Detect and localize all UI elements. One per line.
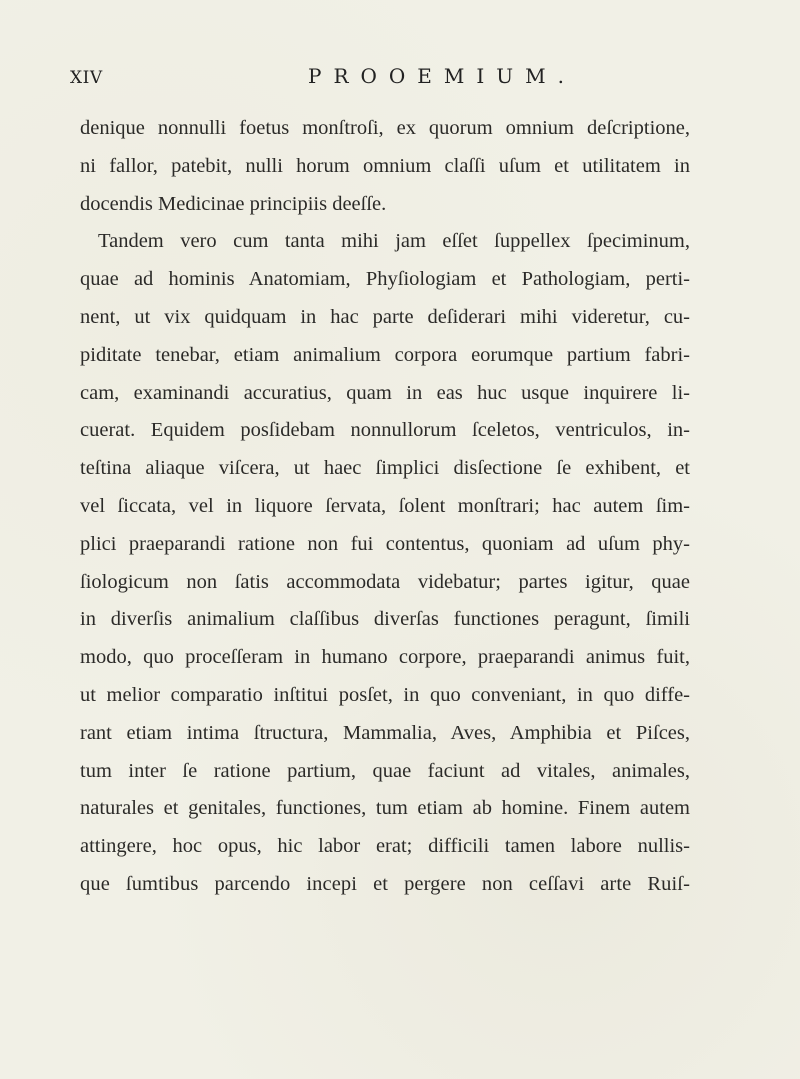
text-line: teſtina aliaque viſcera, ut haec ſimplici disſectione ſe exhibent, et	[80, 457, 690, 480]
page-number: XIV	[70, 68, 103, 88]
text-line: ſiologicum non ſatis accommodata videbatur; partes igitur, quae	[80, 570, 690, 593]
text-line: Tandem vero cum tanta mihi jam eſſet ſuppellex ſpeciminum,	[98, 230, 690, 253]
text-line: nent, ut vix quidquam in hac parte deſiderari mihi videretur, cu-	[80, 305, 690, 328]
body-text	[80, 110, 690, 904]
text-line: rant etiam intima ſtructura, Mammalia, Aves, Amphibia et Piſces,	[80, 721, 690, 744]
text-line: plici praeparandi ratione non fui contentus, quoniam ad uſum phy-	[80, 532, 690, 555]
text-line: tum inter ſe ratione partium, quae faciunt ad vitales, animales,	[80, 759, 690, 782]
text-line: modo, quo proceſſeram in humano corpore, praeparandi animus fuit,	[80, 646, 690, 669]
text-line: cam, examinandi accuratius, quam in eas huc usque inquirere li-	[80, 381, 690, 404]
text-line: docendis Medicinae principiis deeſſe.	[80, 192, 387, 215]
text-line: denique nonnulli foetus monſtroſi, ex quorum omnium deſcriptione,	[80, 117, 690, 139]
text-line: cuerat. Equidem posſidebam nonnullorum ſceletos, ventriculos, in-	[80, 419, 690, 442]
running-title: PROOEMIUM.	[308, 64, 576, 88]
text-line: quae ad hominis Anatomiam, Phyſiologiam et Pathologiam, perti-	[80, 268, 690, 291]
text-line: ut melior comparatio inſtitui posſet, in quo conveniant, in quo diffe-	[80, 683, 690, 706]
text-line: ni fallor, patebit, nulli horum omnium claſſi uſum et utilitatem in	[80, 154, 690, 177]
text-line: attingere, hoc opus, hic labor erat; difficili tamen labore nullis-	[80, 835, 690, 858]
text-line: naturales et genitales, functiones, tum etiam ab homine. Finem autem	[80, 797, 690, 820]
page-header	[70, 58, 730, 98]
text-line: vel ſiccata, vel in liquore ſervata, ſolent monſtrari; hac autem ſim-	[80, 494, 690, 517]
text-line: in diverſis animalium claſſibus diverſas functiones peragunt, ſimili	[80, 608, 690, 631]
text-line: piditate tenebar, etiam animalium corpora eorumque partium fabri-	[80, 343, 690, 366]
text-line: que ſumtibus parcendo incepi et pergere non ceſſavi arte Ruiſ-	[80, 872, 690, 895]
